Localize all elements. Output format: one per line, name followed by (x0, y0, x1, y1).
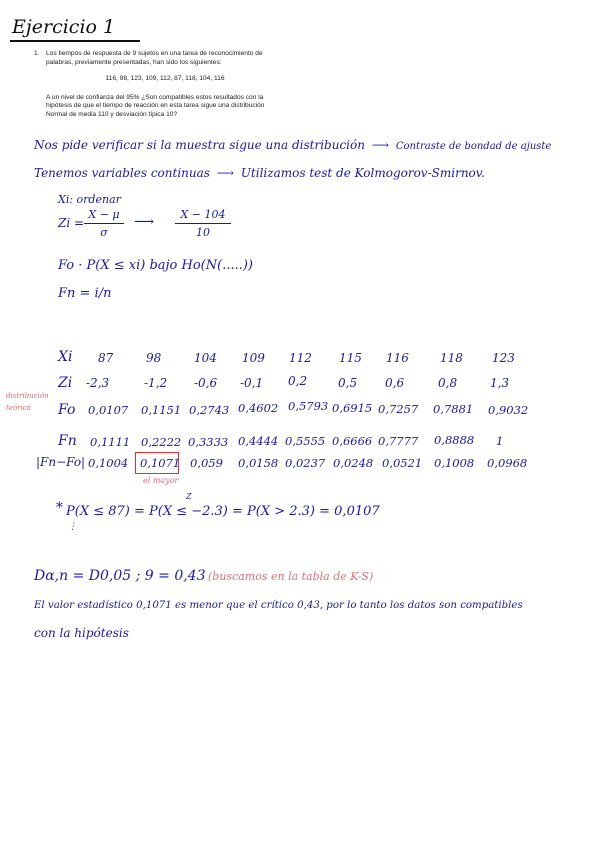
calc-dots: ⋮ (68, 522, 77, 532)
conclusion-line-1: El valor estadístico 0,1071 es menor que el crítico 0,43, por lo tanto los datos son compatibles (34, 600, 523, 611)
cell-diff: 0,0521 (382, 456, 423, 470)
cell-fo: 0,9032 (488, 403, 529, 417)
arrow-icon: ⟶ (134, 214, 155, 230)
max-note: el mayor (143, 476, 179, 485)
problem-number: 1. (34, 50, 40, 57)
cell-diff: 0,0237 (285, 456, 326, 470)
cell-diff: 0,1004 (88, 456, 129, 470)
cell-xi: 116 (386, 351, 409, 365)
fn-definition: Fn = i/n (58, 286, 112, 301)
cell-xi: 98 (146, 351, 162, 365)
cell-diff: 0,1008 (434, 456, 475, 470)
cell-zi: -2,3 (86, 376, 110, 390)
arrow-icon: ⟶ (371, 138, 389, 152)
cell-fo: 0,0107 (88, 403, 129, 417)
cell-fo: 0,7881 (433, 402, 474, 416)
zi-numerator: X − μ (88, 208, 120, 221)
label-fn: Fn (58, 433, 77, 449)
critical-value: Dα,n = D0,05 ; 9 = 0,43 (34, 568, 206, 584)
cell-xi: 118 (440, 351, 463, 365)
zi-formula-lhs: Zi = (58, 216, 85, 230)
cell-fn: 0,1111 (90, 435, 131, 449)
critical-note: (buscamos en la tabla de K-S) (208, 570, 374, 583)
problem-line-4: hipótesis de que el tiempo de reacción en esta tarea sigue una distribución (46, 102, 265, 110)
tipif-mark: Z (186, 492, 192, 501)
cell-diff: 0,0968 (487, 456, 528, 470)
note-ks-test: Utilizamos test de Kolmogorov-Smirnov. (240, 166, 485, 180)
cell-zi: 0,5 (338, 376, 358, 390)
cell-xi: 109 (242, 351, 265, 365)
cell-xi: 87 (98, 351, 114, 365)
cell-xi: 123 (492, 351, 515, 365)
problem-data: 116, 98, 123, 109, 112, 87, 118, 104, 116 (105, 75, 225, 83)
cell-zi: -1,2 (144, 376, 168, 390)
cell-fn: 0,7777 (378, 434, 419, 448)
cell-fn: 0,5555 (285, 434, 326, 448)
calc-star: * (56, 500, 63, 516)
note-goodness-of-fit: Contraste de bondad de ajuste (395, 141, 552, 152)
cell-zi: -0,1 (240, 376, 264, 390)
problem-line-2: palabras, previamente presentadas, han sido los siguientes: (46, 58, 222, 66)
cell-fn: 0,2222 (141, 435, 182, 449)
side-note-2: teórica (6, 404, 31, 412)
conclusion-line-2: con la hipótesis (34, 626, 129, 640)
fo-definition: Fo · P(X ≤ xi) bajo Ho(N(.....)) (58, 258, 254, 273)
cell-xi: 115 (339, 351, 362, 365)
cell-fo: 0,5793 (288, 399, 329, 413)
cell-zi: 0,2 (288, 374, 308, 388)
cell-diff: 0,0158 (238, 456, 279, 470)
cell-fo: 0,6915 (332, 401, 373, 415)
side-note-1: distribución (6, 392, 49, 400)
cell-fn: 1 (496, 434, 504, 448)
arrow-icon: ⟶ (216, 166, 234, 180)
cell-diff: 0,0248 (333, 456, 374, 470)
page-title: Ejercicio 1 (12, 16, 116, 38)
label-diff: |Fn−Fo| (36, 455, 86, 469)
label-xi: Xi (58, 349, 73, 365)
cell-fn: 0,4444 (238, 434, 279, 448)
note-continuous: Tenemos variables continuas (34, 166, 210, 180)
calc-expression: P(X ≤ 87) = P(X ≤ −2.3) = P(X > 2.3) = 0,0107 (66, 504, 380, 519)
cell-zi: 1,3 (490, 376, 510, 390)
cell-fn: 0,6666 (332, 434, 373, 448)
cell-fn: 0,8888 (434, 433, 475, 447)
max-value-highlight (135, 452, 179, 474)
cell-zi: 0,6 (385, 376, 405, 390)
problem-line-1: Los tiempos de respuesta de 9 sujetos en una tarea de reconocimiento de (46, 50, 263, 57)
cell-diff: 0,059 (190, 456, 223, 470)
zi-applied-numerator: X − 104 (180, 208, 226, 221)
cell-fo: 0,1151 (141, 403, 182, 417)
cell-fo: 0,7257 (378, 402, 419, 416)
cell-xi: 112 (289, 351, 312, 365)
cell-fn: 0,3333 (188, 435, 229, 449)
cell-fo: 0,4602 (238, 401, 279, 415)
cell-xi: 104 (194, 351, 217, 365)
cell-diff-max: 0,1071 (140, 456, 181, 470)
zi-applied-denominator: 10 (196, 226, 210, 240)
cell-zi: -0,6 (194, 376, 218, 390)
cell-zi: 0,8 (438, 376, 458, 390)
cell-fo: 0,2743 (189, 403, 230, 417)
problem-line-5: Normal de media 110 y desviación típica 10? (46, 110, 178, 118)
xi-order-note: Xi: ordenar (58, 193, 121, 206)
zi-denominator: σ (100, 226, 108, 240)
note-verify: Nos pide verificar si la muestra sigue una distribución (34, 138, 365, 152)
label-fo: Fo (58, 402, 76, 418)
problem-line-3: A un nivel de confianza del 95% ¿Son compatibles estos resultados con la (46, 93, 264, 101)
label-zi: Zi (58, 375, 73, 391)
